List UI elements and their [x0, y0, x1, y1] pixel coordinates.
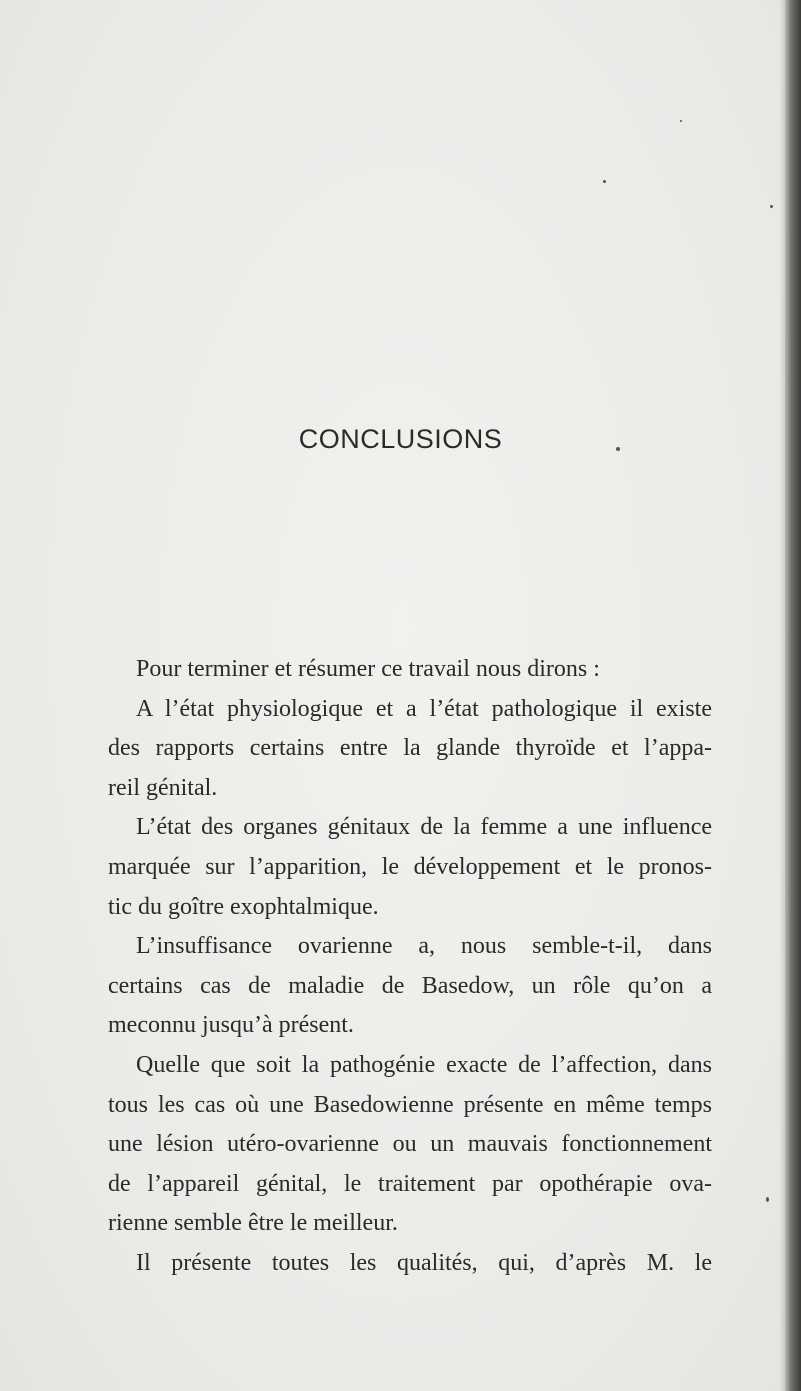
- text-line: Pour terminer et résumer ce travail nous dirons :: [136, 656, 600, 682]
- text-line: Il présente toutes les qualités, qui, d’après M. le: [136, 1249, 712, 1276]
- text-line: L’état des organes génitaux de la femme a une influence: [136, 814, 712, 841]
- ink-speck: [766, 1197, 769, 1202]
- text-line: A l’état physiologique et a l’état pathologique il existe: [136, 695, 712, 722]
- body-text: [108, 650, 712, 1284]
- text-line: marquée sur l’apparition, le développement et le pronos-: [108, 853, 712, 880]
- text-line: des rapports certains entre la glande thyroïde et l’appa-: [108, 735, 712, 762]
- page-edge: [785, 0, 801, 1391]
- text-line: Quelle que soit la pathogénie exacte de l’affection, dans: [136, 1051, 712, 1078]
- text-line: tous les cas où une Basedowienne présente en même temps: [108, 1091, 712, 1118]
- text-line: tic du goître exophtalmique.: [108, 893, 379, 920]
- text-line: certains cas de maladie de Basedow, un rôle qu’on a: [108, 972, 712, 999]
- ink-speck: [770, 205, 773, 208]
- text-line: une lésion utéro-ovarienne ou un mauvais fonctionnement: [108, 1131, 712, 1158]
- ink-speck: [680, 120, 682, 122]
- ink-speck: [603, 180, 606, 183]
- text-line: L’insuffisance ovarienne a, nous semble-t-il, dans: [136, 933, 712, 960]
- text-line: meconnu jusqu’à présent.: [108, 1012, 354, 1039]
- page-title: CONCLUSIONS: [298, 424, 503, 454]
- text-line: de l’appareil génital, le traitement par opothérapie ova-: [108, 1170, 712, 1197]
- text-line: rienne semble être le meilleur.: [108, 1210, 398, 1237]
- text-line: reil génital.: [108, 774, 218, 801]
